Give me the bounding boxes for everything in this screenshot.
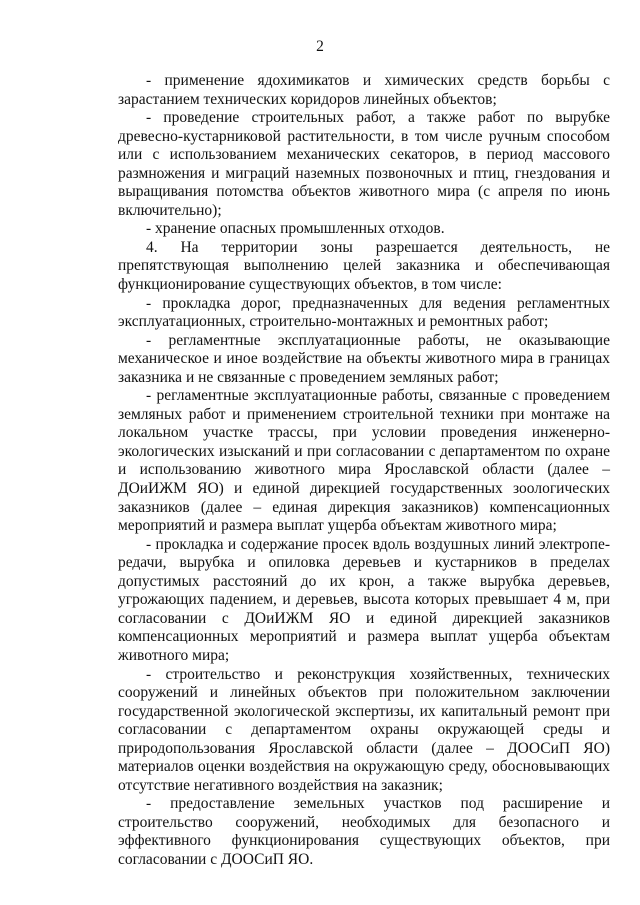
paragraph-roads: - прокладка дорог, предназначенных для ведения регламентных эксплуатационных, строительно-монтажных и ремонтных работ; [118, 294, 610, 331]
paragraph-land-plots: - предоставление земельных участков под расширение и строительство сооружений, необходимых для безопасного и эффективного функционирования существующих объектов, при согласовании с ДООСиП ЯО. [118, 795, 610, 868]
document-body [118, 72, 610, 870]
paragraph-maintenance-no-impact: - регламентные эксплуатационные работы, не оказывающие механическое и иное воздействие на объекты животного мира в границах заказника и не связанные с проведением земляных работ; [118, 331, 610, 386]
paragraph-section-4: 4. На территории зоны разрешается деятельность, не препятствующая выполнению целей заказника и обеспечивающая функционирование существующих объектов, в том числе: [118, 238, 610, 294]
paragraph-waste-storage: - хранение опасных промышленных отходов. [146, 220, 445, 238]
page-number: 2 [316, 38, 324, 55]
paragraph-power-line-clearings: - прокладка и содержание просек вдоль воздушных линий электропередачи, вырубка и опиловка деревьев и кустарников в пределах допустимых расстояний до их крон, а также вырубка деревьев, угрожающих падением, и деревьев, высота которых превышает 4 м, при согласовании с ДОиИЖМ ЯО и единой дирекцией заказников компенсационных мероприятий и размера выплат ущерба объектам животного мира; [118, 535, 610, 664]
paragraph-construction-reconstruction: - строительство и реконструкция хозяйственных, технических сооружений и линейных объектов при положительном заключении государственной экологической экспертизы, их капитальный ремонт при согласовании с департаментом охраны окружающей среды и природопользования Ярославской области (далее – ДООСиП ЯО) материалов оценки воздействия на окружающую среду, обосновывающих отсутствие негативного воздействия на заказник; [118, 665, 610, 794]
paragraph-construction-felling: - проведение строительных работ, а также работ по вырубке древесно-кустарниковой растительности, в том числе ручным способом или с использованием механических секаторов, в период массового размножения и миграций наземных позвоночных и птиц, гнездования и выращивания потомства объектов животного мира (с апреля по июнь включительно); [118, 109, 610, 219]
paragraph-herbicides: - применение ядохимикатов и химических средств борьбы с зарастанием технических коридоров линейных объектов; [118, 72, 610, 108]
paragraph-maintenance-earthworks: - регламентные эксплуатационные работы, связанные с проведением земляных работ и применением строительной техники при монтаже на локальном участке трассы, при условии проведения инженерно-экологических изысканий и при согласовании с департаментом по охране и использованию животного мира Ярославской области (далее – ДОиИЖМ ЯО) и единой дирекцией государственных зоологических заказников (далее – единая дирекция заказников) компенсационных мероприятий и размера выплат ущерба объектам животного мира; [118, 387, 610, 535]
